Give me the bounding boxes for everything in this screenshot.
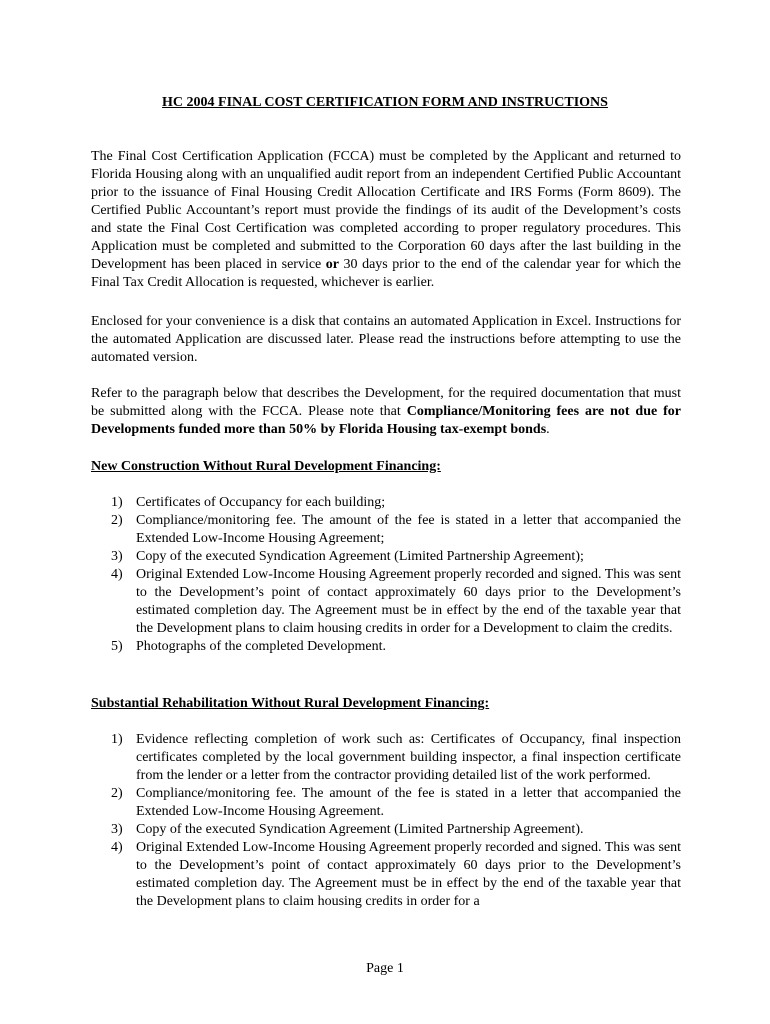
- list-item-text: Copy of the executed Syndication Agreement (Limited Partnership Agreement).: [136, 822, 584, 837]
- refer-paragraph: [91, 385, 681, 439]
- list-item: [91, 638, 681, 656]
- list-item-number: 4): [111, 840, 123, 855]
- list-item: [91, 494, 681, 512]
- enclosed-paragraph: Enclosed for your convenience is a disk that contains an automated Application in Excel. Instructions for the automated Application are discussed later. Please read the instructions before attempting to use the automated version.: [91, 314, 681, 365]
- document-title: HC 2004 FINAL COST CERTIFICATION FORM AND INSTRUCTIONS: [162, 95, 608, 110]
- refer-bold-text: Compliance/Monitoring fees are not due for Developments funded more than 50% by Florida Housing tax-exempt bonds: [91, 404, 681, 437]
- list-item-text: Original Extended Low-Income Housing Agreement properly recorded and signed. This was sent to the Development’s point of contact approximately 60 days prior to the Development’s estimated completion day. The Agreement must be in effect by the end of the taxable year that the Development plans to claim housing credits in order for a: [136, 840, 681, 909]
- list-item-number: 5): [111, 639, 123, 654]
- list-item-number: 4): [111, 567, 123, 582]
- refer-tail-text: .: [546, 422, 550, 437]
- list-item: [91, 566, 681, 638]
- intro-text: The Final Cost Certification Application (FCCA) must be completed by the Applicant and returned to Florida Housing along with an unqualified audit report from an independent Certified Public Accountant prior to the issuance of Final Housing Credit Allocation Certificate and IRS Forms (Form 8609). The Certified Public Accountant’s report must provide the findings of its audit of the Development’s costs and state the Final Cost Certification was completed according to proper regulatory procedures. This Application must be completed and submitted to the Corporation 60 days after the last building in the Development has been placed in service: [91, 149, 681, 272]
- list-item: [91, 512, 681, 548]
- new-construction-list: [91, 494, 681, 656]
- list-item-text: Original Extended Low-Income Housing Agreement properly recorded and signed. This was sent to the Development’s point of contact approximately 60 days prior to the Development’s estimated completion day. The Agreement must be in effect by the end of the taxable year that the Development plans to claim housing credits in order for a Development to claim the credits.: [136, 567, 681, 636]
- refer-text: Refer to the paragraph below that describes the Development, for the required documentation that must be submitted along with the FCCA. Please note that: [91, 386, 681, 419]
- list-item-number: 1): [111, 732, 123, 747]
- list-item: [91, 731, 681, 785]
- list-item-text: Compliance/monitoring fee. The amount of the fee is stated in a letter that accompanied the Extended Low-Income Housing Agreement.: [136, 786, 681, 819]
- list-item: [91, 839, 681, 911]
- intro-bold-text: or: [325, 257, 340, 272]
- list-item-text: Compliance/monitoring fee. The amount of the fee is stated in a letter that accompanied the Extended Low-Income Housing Agreement;: [136, 513, 681, 546]
- list-item-number: 3): [111, 822, 123, 837]
- list-item-text: Photographs of the completed Development.: [136, 639, 386, 654]
- list-item-number: 1): [111, 495, 123, 510]
- list-item-text: Certificates of Occupancy for each building;: [136, 495, 386, 510]
- list-item-text: Evidence reflecting completion of work such as: Certificates of Occupancy, final inspection certificates completed by the local government building inspector, a final inspection certificate from the lender or a letter from the contractor providing detailed list of the work performed.: [136, 732, 681, 783]
- list-item: [91, 785, 681, 821]
- list-item-number: 3): [111, 549, 123, 564]
- intro-paragraph: [91, 148, 681, 292]
- list-item-number: 2): [111, 786, 123, 801]
- page-number: Page 1: [366, 961, 404, 976]
- substantial-rehabilitation-list: [91, 731, 681, 911]
- list-item-text: Copy of the executed Syndication Agreement (Limited Partnership Agreement);: [136, 549, 584, 564]
- list-item-number: 2): [111, 513, 123, 528]
- list-item: [91, 548, 681, 566]
- intro-tail-text: 30 days prior to the end of the calendar year for which the Final Tax Credit Allocation is requested, whichever is earlier.: [91, 257, 681, 290]
- section-heading-substantial-rehabilitation: Substantial Rehabilitation Without Rural Development Financing:: [91, 696, 490, 711]
- section-heading-new-construction: New Construction Without Rural Development Financing:: [91, 459, 441, 474]
- list-item: [91, 821, 681, 839]
